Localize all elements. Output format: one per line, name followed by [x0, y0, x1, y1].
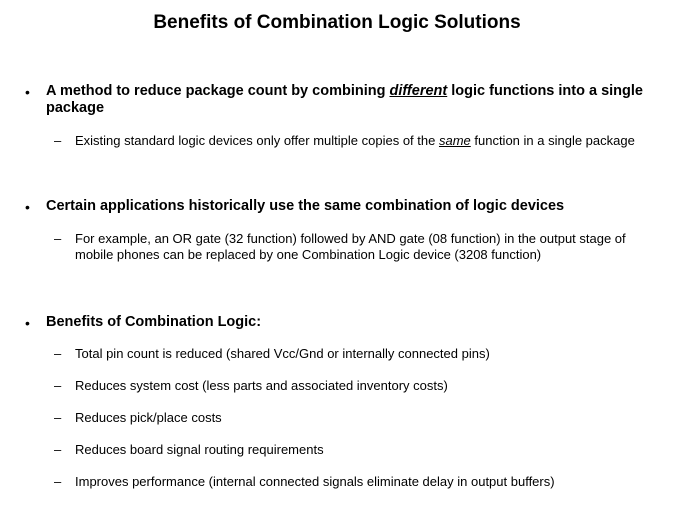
list-item: Reduces board signal routing requirements [75, 442, 324, 457]
section-heading: Certain applications historically use the same combination of logic devices [46, 198, 565, 214]
list-item [75, 133, 640, 149]
bullet-icon: • [25, 199, 30, 215]
heading-text: A method to reduce package count by combining [46, 83, 390, 99]
dash-icon: – [54, 133, 62, 148]
item-emphasis: same [438, 133, 471, 148]
dash-icon: – [54, 231, 62, 246]
dash-icon: – [54, 378, 62, 393]
item-text: Existing standard logic devices only offer multiple copies of the [75, 133, 439, 148]
dash-icon: – [54, 410, 62, 425]
list-item: Improves performance (internal connected signals eliminate delay in output buffers) [75, 474, 555, 489]
list-item: Total pin count is reduced (shared Vcc/Gnd or internally connected pins) [75, 346, 490, 361]
dash-icon: – [54, 474, 62, 489]
dash-icon: – [54, 346, 62, 361]
section-heading [46, 83, 646, 117]
list-item: For example, an OR gate (32 function) followed by AND gate (08 function) in the output stage of mobile phones can be replaced by one Combination Logic device (3208 function) [75, 231, 626, 262]
heading-text: logic functions into a single package [46, 83, 643, 116]
slide-title: Benefits of Combination Logic Solutions [153, 12, 521, 33]
section-heading: Benefits of Combination Logic: [46, 314, 262, 330]
item-text: function in a single package [470, 133, 635, 148]
bullet-icon: • [25, 84, 30, 100]
list-item: Reduces system cost (less parts and associated inventory costs) [75, 378, 448, 393]
list-item: Reduces pick/place costs [75, 410, 222, 425]
bullet-icon: • [25, 315, 30, 331]
heading-emphasis: different [389, 83, 448, 99]
dash-icon: – [54, 442, 62, 457]
